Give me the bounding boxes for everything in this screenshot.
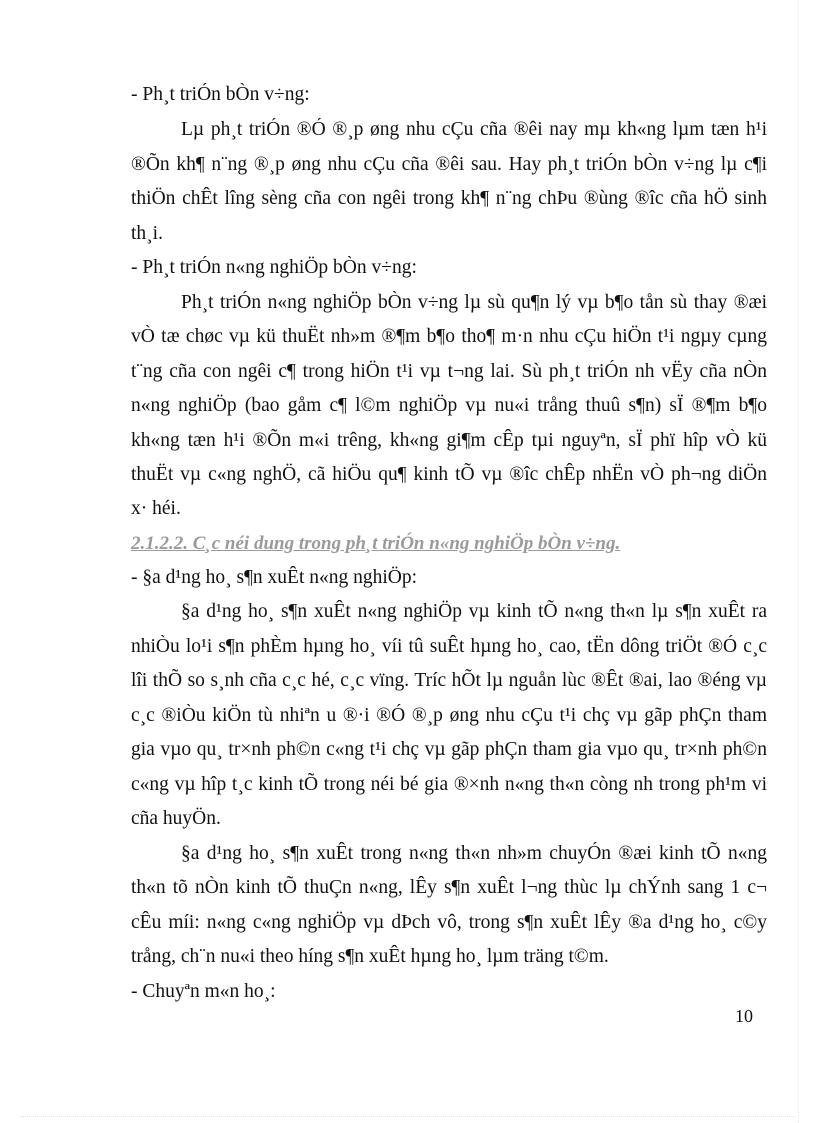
paragraph-line: thiÖn chÊt lîng sèng cña con ngêi trong kh¶ n¨ng chÞu ®ùng ®îc cña hÖ sinh xyxy=(131,188,767,209)
definition-label-sustainable-development: - Ph¸t triÓn bÒn v÷ng: xyxy=(131,84,310,105)
paragraph-line: cÊu míi: n«ng c«ng nghiÖp vµ dÞch vô, trong s¶n xuÊt lÊy ®a d¹ng ho¸ c©y xyxy=(131,912,767,933)
paragraph-line: kh«ng tæn h¹i ®Õn m«i trêng, kh«ng gi¶m cÊp tµi nguyªn, sÏ phï hîp vÒ kü xyxy=(131,430,767,451)
section-heading: 2.1.2.2. C¸c néi dung trong ph¸t triÓn n«ng nghiÖp bÒn v÷ng. xyxy=(131,533,621,554)
definition-label-specialization: - Chuyªn m«n ho¸: xyxy=(131,981,276,1002)
paragraph-line: trång, ch¨n nu«i theo híng s¶n xuÊt hµng ho¸ lµm träng t©m. xyxy=(131,946,609,967)
page-number: 10 xyxy=(735,1006,753,1026)
page-bottom-rule xyxy=(20,1116,796,1117)
paragraph-line: cña huyÖn. xyxy=(131,808,221,829)
paragraph-line: th«n tõ nÒn kinh tÕ thuÇn n«ng, lÊy s¶n xuÊt l¬ng thùc lµ chÝnh sang 1 c¬ xyxy=(131,877,767,898)
paragraph-line: lîi thÕ so s¸nh cña c¸c hé, c¸c vïng. Tríc hÕt lµ nguån lùc ®Êt ®ai, lao ®éng vµ xyxy=(131,670,767,691)
paragraph-line: thuËt vµ c«ng nghÖ, cã hiÖu qu¶ kinh tÕ vµ ®îc chÊp nhËn vÒ ph¬ng diÖn xyxy=(131,464,767,485)
paragraph-line: gia vµo qu¸ tr×nh ph©n c«ng t¹i chç vµ gãp phÇn tham gia vµo qu¸ tr×nh ph©n xyxy=(131,739,767,760)
paragraph-line: §a d¹ng ho¸ s¶n xuÊt n«ng nghiÖp vµ kinh tÕ n«ng th«n lµ s¶n xuÊt ra xyxy=(181,601,767,622)
paragraph-line: x· héi. xyxy=(131,498,181,519)
paragraph-line: ®Õn kh¶ n¨ng ®¸p øng nhu cÇu cña ®êi sau. Hay ph¸t triÓn bÒn v÷ng lµ c¶i xyxy=(131,154,767,175)
paragraph-line: c«ng vµ hîp t¸c kinh tÕ trong néi bé gia ®×nh n«ng th«n còng nh trong ph¹m vi xyxy=(131,774,767,795)
paragraph-line: §a d¹ng ho¸ s¶n xuÊt trong n«ng th«n nh»m chuyÓn ®æi kinh tÕ n«ng xyxy=(181,843,767,864)
paragraph-line: vÒ tæ chøc vµ kü thuËt nh»m ®¶m b¶o tho¶ m·n nhu cÇu hiÖn t¹i ngµy cµng xyxy=(131,326,767,347)
paragraph-line: t¨ng cña con ngêi c¶ trong hiÖn t¹i vµ t¬ng lai. Sù ph¸t triÓn nh vËy cña nÒn xyxy=(131,361,767,382)
paragraph-line: nhiÒu lo¹i s¶n phÈm hµng ho¸ víi tû suÊt hµng ho¸ cao, tËn dông triÖt ®Ó c¸c xyxy=(131,636,767,657)
paragraph-line: Ph¸t triÓn n«ng nghiÖp bÒn v÷ng lµ sù qu¶n lý vµ b¶o tån sù thay ®æi xyxy=(181,292,767,313)
paragraph-line: n«ng nghiÖp (bao gåm c¶ l©m nghiÖp vµ nu«i trång thuû s¶n) sÏ ®¶m b¶o xyxy=(131,395,767,416)
subheading: - §a d¹ng ho¸ s¶n xuÊt n«ng nghiÖp: xyxy=(131,567,418,588)
definition-label-sustainable-agriculture: - Ph¸t triÓn n«ng nghiÖp bÒn v÷ng: xyxy=(131,257,417,278)
paragraph-line: Lµ ph¸t triÓn ®Ó ®¸p øng nhu cÇu cña ®êi nay mµ kh«ng lµm tæn h¹i xyxy=(181,119,767,140)
paragraph-line: c¸c ®iÒu kiÖn tù nhiªn u ®·i ®Ó ®¸p øng nhu cÇu t¹i chç vµ gãp phÇn tham xyxy=(131,705,767,726)
page-side-rule xyxy=(798,0,799,1123)
paragraph-line: th¸i. xyxy=(131,223,163,244)
